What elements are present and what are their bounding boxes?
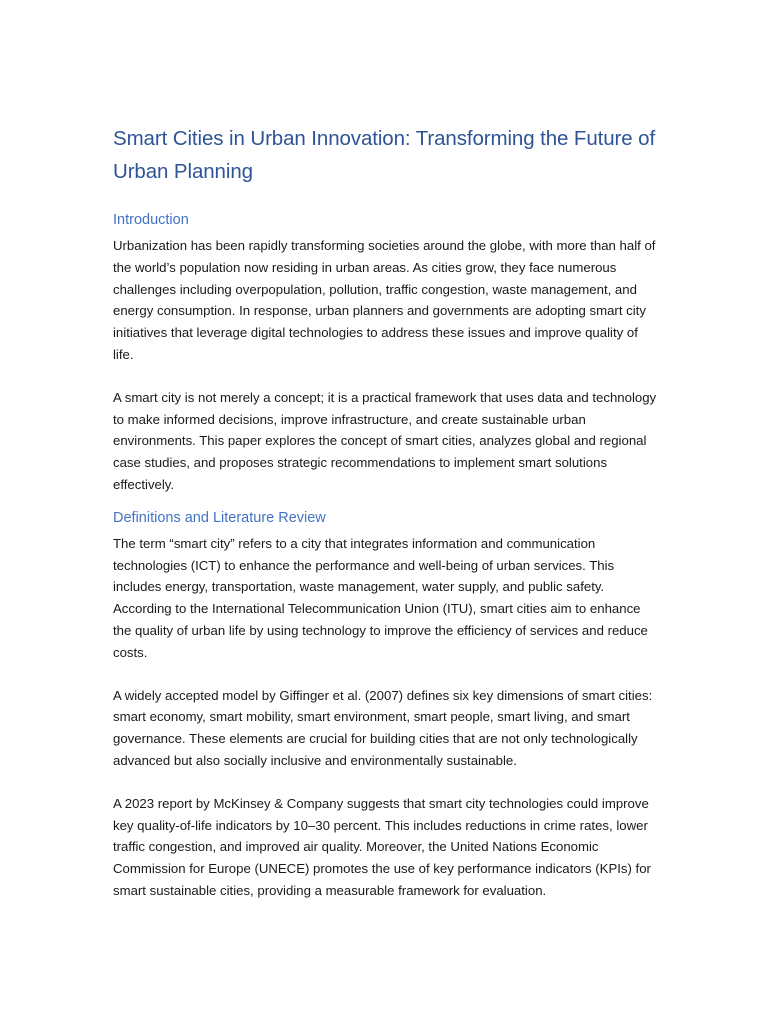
section-heading-introduction: Introduction <box>113 212 189 228</box>
section-heading-definitions: Definitions and Literature Review <box>113 509 326 526</box>
section-introduction <box>113 210 658 496</box>
paragraph: Urbanization has been rapidly transforming societies around the globe, with more than half of the world’s population now residing in urban areas. As cities grow, they face numerous challenges including overpopulation, pollution, traffic congestion, waste management, and energy consumption. In response, urban planners and governments are adopting smart city initiatives that leverage digital technologies to address these issues and improve quality of life. <box>113 238 656 362</box>
section-definitions-literature-review <box>113 508 658 902</box>
paragraph: The term “smart city” refers to a city that integrates information and communication technologies (ICT) to enhance the performance and well-being of urban services. This includes energy, transportation, waste management, water supply, and public safety. According to the International Telecommunication Union (ITU), smart cities aim to enhance the quality of urban life by using technology to improve the efficiency of services and reduce costs. <box>113 535 648 660</box>
paragraph: A widely accepted model by Giffinger et al. (2007) defines six key dimensions of smart cities: smart economy, smart mobility, smart environment, smart people, smart living, and smart governance. These elements are crucial for building cities that are not only technologically advanced but also socially inclusive and environmentally sustainable. <box>113 687 653 768</box>
paragraph: A 2023 report by McKinsey & Company suggests that smart city technologies could improve key quality-of-life indicators by 10–30 percent. This includes reductions in crime rates, lower traffic congestion, and improved air quality. Moreover, the United Nations Economic Commission for Europe (UNECE) promotes the use of key performance indicators (KPIs) for smart sustainable cities, providing a measurable framework for evaluation. <box>113 795 651 898</box>
paragraph: A smart city is not merely a concept; it is a practical framework that uses data and technology to make informed decisions, improve infrastructure, and create sustainable urban environments. This paper explores the concept of smart cities, analyzes global and regional case studies, and proposes strategic recommendations to implement smart solutions effectively. <box>113 389 657 492</box>
document-title: Smart Cities in Urban Innovation: Transforming the Future of Urban Planning <box>113 127 656 183</box>
document-page <box>113 122 658 902</box>
